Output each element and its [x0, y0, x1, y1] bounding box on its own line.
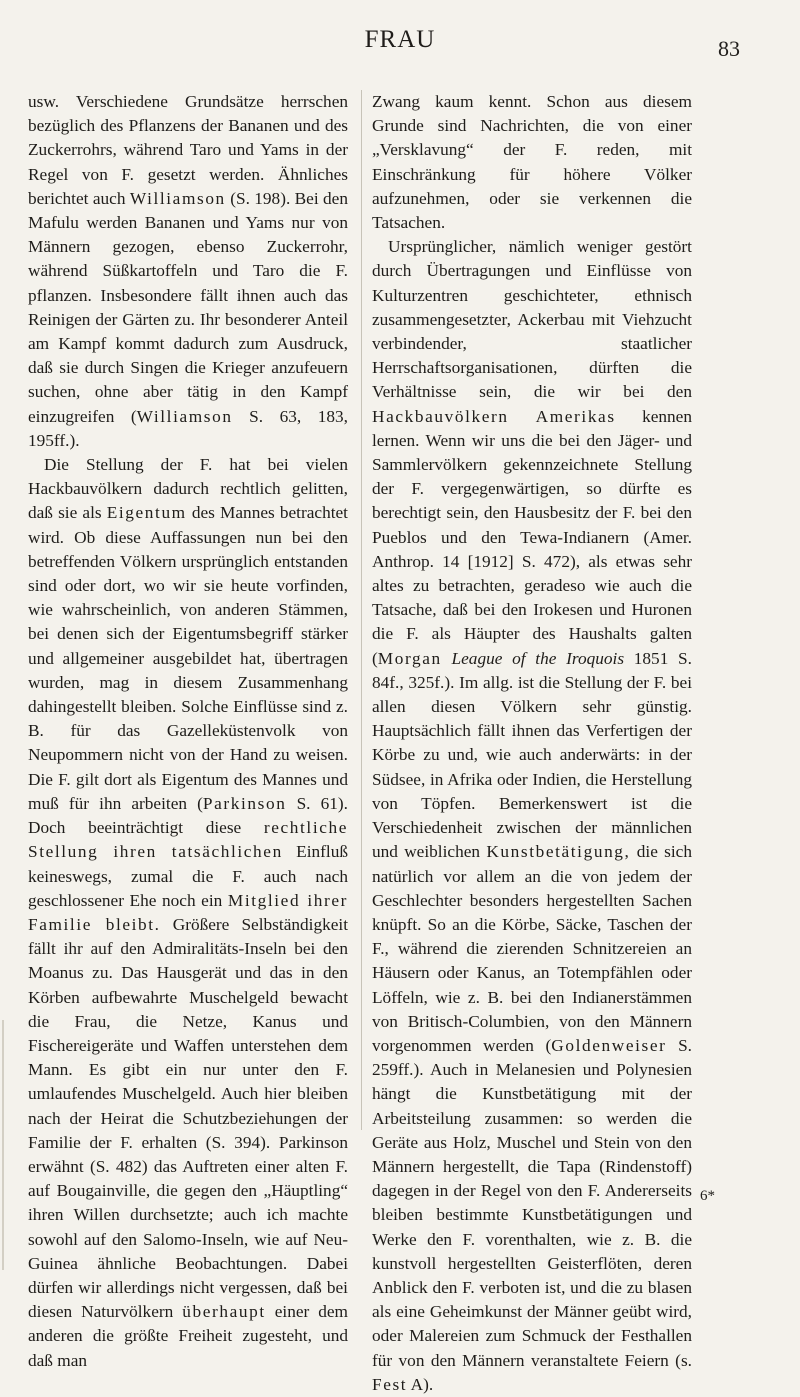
text-run: S. 61). Doch beeinträchtigt diese — [28, 793, 348, 838]
text-run: A). — [407, 1374, 434, 1394]
text-run: Größere Selbständigkeit fällt ihr auf den Admiralitäts-Inseln bei den Moanus zu. Das Hausgerät und das in den Körben aufbewahrte Muschelgeld bewacht die Frau, die Netze, Kanus und Fischereigeräte und Waffen unterstehen dem Mann. Es gibt ein nur unter den F. umlaufendes Muschelgeld. Auch hier bleiben nach der Heirat die Schutzbeziehungen der Familie der F. erhalten (S. 394). Parkinson erwähnt (S. 482) das Auftreten einer alten F. auf Bougainville, die gegen den „Häuptling“ ihren Willen durchsetzte; auch ich machte sowohl auf den Salomo-Inseln, wie auf Neu-Guinea ähnliche Beobachtungen. Dabei dürfen wir allerdings nicht vergessen, daß bei diesen Naturvölkern — [28, 914, 348, 1322]
emphasis: Eigentum — [106, 503, 187, 523]
emphasis: überhaupt — [182, 1302, 266, 1322]
cross-reference: Fest — [372, 1374, 408, 1394]
text-run: Einfluß keineswegs, zumal die F. auch nach geschlossener Ehe noch ein — [28, 842, 348, 910]
page-number: 83 — [718, 36, 740, 61]
printer-signature: 6* — [700, 1188, 715, 1204]
text-run: Zwang kaum kennt. Schon aus diesem Grunde sind Nachrichten, die von einer „Versklavung“ der F. reden, mit Einschränkung für höhere Völker aufzunehmen, oder sie verkennen die Tatsachen. — [372, 92, 692, 233]
text-run: einer dem anderen die größte Freiheit zugesteht, und daß man — [28, 1302, 348, 1370]
emphasis: Mitglied ihrer Familie bleibt. — [28, 890, 348, 934]
author-name: Parkinson — [202, 793, 287, 813]
running-head — [0, 26, 800, 66]
emphasis: Kunstbetätigung, — [486, 842, 631, 862]
text-run: 1851 S. 84f., 325f.). Im allg. ist die Stellung der F. bei allen diesen Völkern sehr günstig. Hauptsächlich fällt ihnen das Verfertigen der Körbe zu und, wie auch anderwärts: in der Südsee, in Afrika oder Indien, die Herstellung von Töpfen. Bemerkenswert ist die Verschiedenheit zwischen der männlichen und weiblichen — [372, 648, 692, 862]
right-column — [372, 90, 692, 1397]
author-name: Goldenweiser — [551, 1035, 667, 1055]
paragraph — [372, 90, 692, 235]
left-column — [28, 90, 348, 1373]
column-divider — [361, 90, 362, 1130]
emphasis: rechtliche Stellung ihren tatsächlichen — [28, 818, 348, 862]
page-title: FRAU — [364, 26, 436, 53]
text-run: die sich natürlich vor allem an die von jedem der Geschlechter besonders hergestellten Sachen knüpft. So an die Körbe, Säcke, Taschen der F., während die zierenden Schnitzereien an Häusern oder Kanus, an Totempfählen oder Löffeln, wie z. B. bei den Indianerstämmen von Britisch-Columbien, von den Männern vorgenommen werden ( — [372, 842, 692, 1055]
paragraph — [372, 235, 692, 1397]
book-title: League of the Iroquois — [451, 648, 625, 668]
text-run: kennen lernen. Wenn wir uns die bei den Jäger- und Sammlervölkern gekennzeichnete Stellung der F. vergegenwärtigen, so dürfte es berechtigt sein, den Hausbesitz der F. bei den Pueblos und den Tewa-Indianern (Amer. Anthrop. 14 [1912] S. 472), als etwas sehr altes zu betrachten, geradeso wie auch die Tatsache, daß bei den Irokesen und Huronen die F. als Häupter des Haushalts galten ( — [372, 406, 692, 668]
paragraph — [28, 90, 348, 453]
text-run: Ursprünglicher, nämlich weniger gestört durch Übertragungen und Einflüsse von Kulturzentren geschichteter, ethnisch zusammengesetzter, Ackerbau mit Viehzucht verbindender, staatlicher Herrschaftsorganisationen, dürften die Verhältnisse sein, die wir bei den — [372, 237, 692, 402]
text-run: S. 259ff.). Auch in Melanesien und Polynesien hängt die Kunstbetätigung mit der Arbeitsteilung zusammen: so werden die Geräte aus Holz, Muschel und Stein von den Männern hergestellt, die Tapa (Rindenstoff) dagegen in der Regel von den F. Andererseits bleiben bestimmte Kunstbetätigungen und Werke den F. vorenthalten, wie z. B. die kunstvoll hergestellten Geisterflöten, deren Anblick den F. verboten ist, und die zu blasen als eine Geheimkunst der Männer geübt wird, oder Malereien zum Schmuck der Festhallen für von den Männern veranstaltete Feiern (s. — [372, 1035, 692, 1370]
author-name: Williamson — [136, 406, 233, 426]
text-run: (S. 198). Bei den Mafulu werden Bananen und Yams nur von Männern gezogen, ebenso Zuckerrohr, während Süßkartoffeln und Taro die F. pflanzen. Insbesondere fällt ihnen auch das Reinigen der Gärten zu. Ihr besonderer Anteil am Kampf kommt dadurch zum Ausdruck, daß sie durch Singen die Krieger anzufeuern suchen, ohne aber tätig in den Kampf einzugreifen ( — [28, 188, 348, 426]
page-edge-mark — [2, 1020, 4, 1270]
text-run: Die Stellung der F. hat bei vielen Hackbauvölkern dadurch rechtlich gelitten, daß sie als — [28, 455, 348, 523]
text-run: usw. Verschiedene Grundsätze herrschen bezüglich des Pflanzens der Bananen und des Zuckerrohrs, während Taro und Yams in der Regel von F. gesetzt werden. Ähnliches berichtet auch — [28, 92, 348, 208]
paragraph — [28, 453, 348, 1373]
emphasis: Hackbauvölkern Amerikas — [372, 406, 616, 426]
text-run: des Mannes betrachtet wird. Ob diese Auffassungen nun bei den betreffenden Völkern ursprünglich entstanden sind oder dort, wo wir sie heute vorfinden, wie wahrscheinlich, von anderen Stämmen, bei denen sich der Eigentumsbegriff stärker und allgemeiner ausgebildet hat, übertragen wurden, mag in diesem Zusammenhang dahingestellt bleiben. Solche Einflüsse sind z. B. für das Gazelleküstenvolk von Neupommern nicht von der Hand zu weisen. Die F. gilt dort als Eigentum des Mannes und muß für ihn arbeiten ( — [28, 503, 348, 813]
author-name: Williamson — [129, 188, 226, 208]
author-name: Morgan — [377, 648, 442, 668]
text-run: S. 63, 183, 195ff.). — [28, 406, 348, 450]
